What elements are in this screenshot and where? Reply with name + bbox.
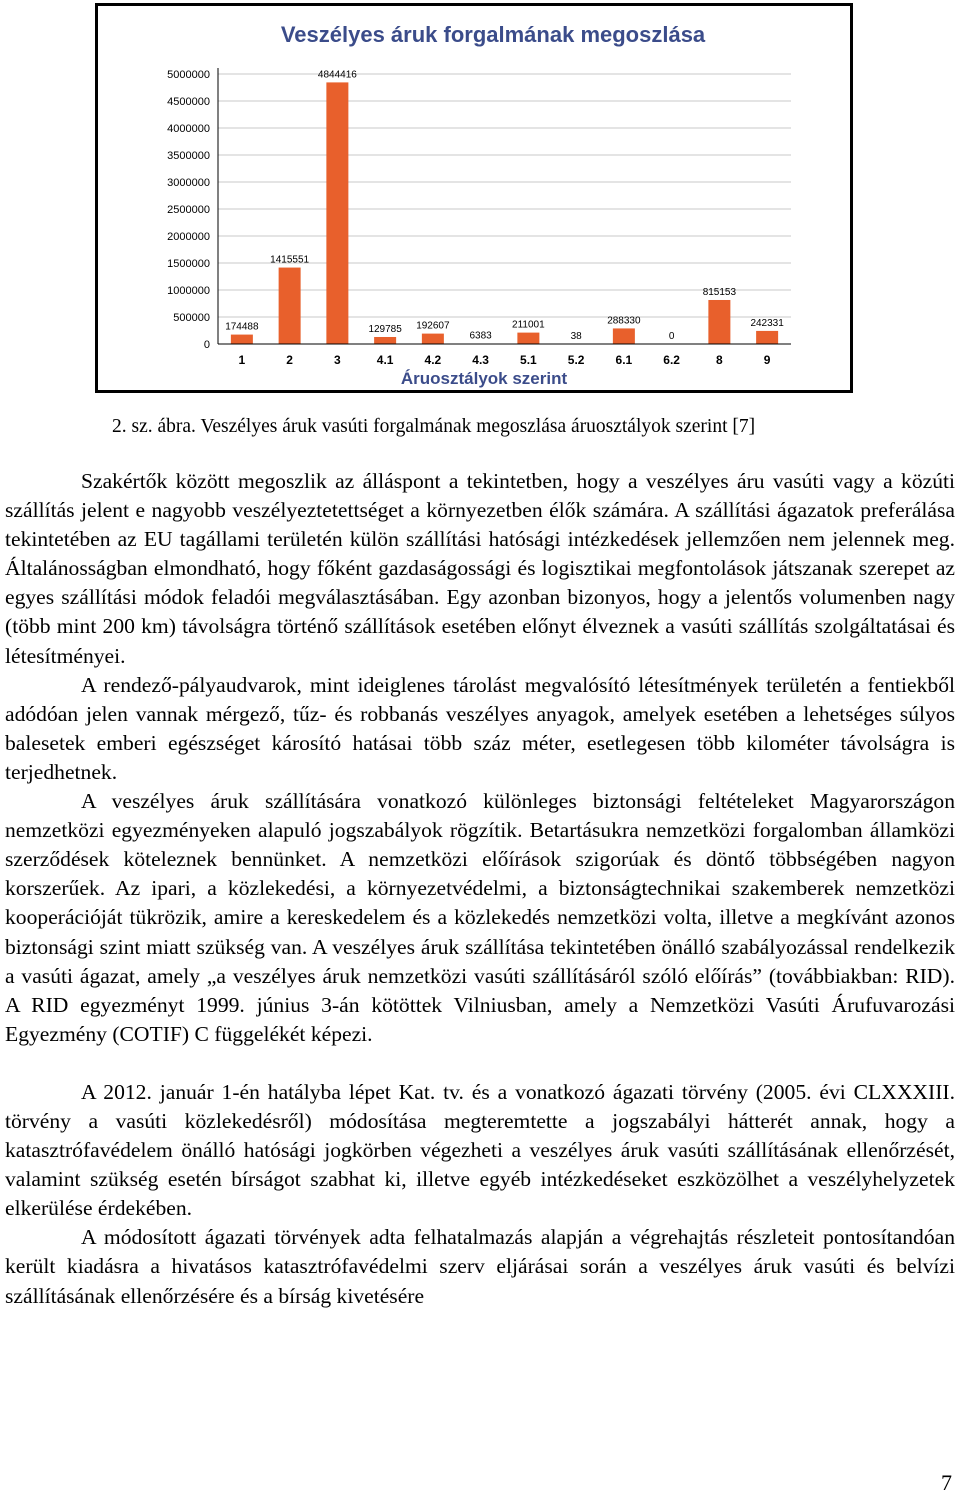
y-tick-label: 3500000 <box>167 150 210 162</box>
bar-value-label: 6383 <box>469 330 492 342</box>
bar-chart <box>98 6 850 390</box>
bar-value-label: 174488 <box>225 321 259 333</box>
bar-value-label: 192607 <box>416 320 450 332</box>
bar <box>613 328 635 344</box>
x-tick-label: 3 <box>334 353 341 367</box>
body-text <box>5 467 955 1311</box>
y-tick-label: 4500000 <box>167 96 210 108</box>
paragraph: A 2012. január 1-én hatályba lépet Kat. tv. és a vonatkozó ágazati törvény (2005. évi CLXXXIII. törvény a vasúti közlekedésről) módosítása megteremtette a jogszabályi hátterét annak, hogy a katasztrófavédelem önálló hatósági jogkörben végezheti a veszélyes áruk vasúti szállításának ellenőrzését, valamint szükség esetén bírságot szabhat ki, illetve egyéb intézkedéseket eszközölhet a veszélyhelyzetek elkerülése érdekében. <box>5 1079 955 1221</box>
x-tick-label: 6.2 <box>663 353 680 367</box>
y-tick-label: 5000000 <box>167 69 210 81</box>
y-tick-label: 2500000 <box>167 204 210 216</box>
bar <box>708 300 730 344</box>
bar-value-label: 0 <box>668 331 675 342</box>
page-number: 7 <box>941 1470 952 1495</box>
bar-value-label: 288330 <box>607 315 641 327</box>
paragraph: A veszélyes áruk szállítására vonatkozó különleges biztonsági feltételeket Magyarországon nemzetközi egyezményeken alapuló jogszabályok rögzítik. Betartásukra nemzetközi forgalomban államközi szerződések köteleznek bennünket. A nemzetközi előírások szigorúak és döntő többségében nagyon korszerűek. Az ipari, a közlekedési, a környezetvédelmi, a biztonságtechnikai szakemberek nemzetközi kooperációját tükrözik, amire a kereskedelem és a közlekedés nemzetközi volta, illetve a megkívánt azonos biztonsági szint miatt szükség van. A veszélyes áruk szállítása tekintetében önálló szabályozással rendelkezik a vasúti ágazat, amely „a veszélyes áruk nemzetközi vasúti szállításáról szóló előírás” (továbbiakban: RID). A RID egyezményt 1999. június 3-án kötöttek Vilniusban, amely a Nemzetközi Vasúti Árufuvarozási Egyezmény (COTIF) C függelékét képezi. <box>5 789 955 1046</box>
y-tick-label: 1500000 <box>167 258 210 270</box>
x-tick-label: 8 <box>716 353 723 367</box>
x-tick-label: 4.3 <box>472 353 489 367</box>
y-tick-label: 500000 <box>173 312 210 324</box>
bar <box>756 331 778 344</box>
figure-caption: 2. sz. ábra. Veszélyes áruk vasúti forgalmának megoszlása áruosztályok szerint [7] <box>112 416 756 437</box>
y-tick-label: 2000000 <box>167 231 210 243</box>
bar <box>231 335 253 344</box>
bar-value-label: 129785 <box>368 323 402 335</box>
x-axis-label: Áruosztályok szerint <box>400 369 568 388</box>
chart-figure <box>95 3 853 393</box>
bar <box>326 82 348 344</box>
bar-value-label: 815153 <box>702 286 737 298</box>
paragraph: Szakértők között megoszlik az álláspont a tekintetben, hogy a veszélyes áru vasúti vagy a közúti szállítás jelent e nagyobb veszélyeztetettséget a környezetben élők számára. A szállítási ágazatok preferálása tekintetében az EU tagállami területén külön szállítási hatósági intézkedések jellemzően nem jelennek meg. Általánosságban elmondható, hogy főként gazdaságossági és logisztikai megfontolások játszanak szerepet az egyes szállítási módok feladói megválasztásában. Egy azonban bizonyos, hogy a jelentős volumenben nagy (több mint 200 km) távolságra történő szállítások esetében előnyt élveznek a vasúti szállítás szolgáltatásai és létesítményei. <box>5 469 955 668</box>
x-tick-label: 5.1 <box>520 353 537 367</box>
bar-value-label: 242331 <box>750 317 784 329</box>
x-tick-label: 1 <box>238 353 246 367</box>
bar-value-label: 1415551 <box>270 254 310 266</box>
y-tick-label: 3000000 <box>167 177 210 189</box>
y-tick-label: 1000000 <box>167 285 210 297</box>
bar <box>517 333 539 344</box>
chart-title: Veszélyes áruk forgalmának megoszlása <box>280 22 706 47</box>
bar <box>374 337 396 344</box>
bar <box>279 268 301 344</box>
paragraph: A módosított ágazati törvények adta felhatalmazás alapján a végrehajtás részleteit pontosítandóan került kiadásra a hivatásos katasztrófavédelmi szerv eljárásai során a veszélyes áruk vasúti és belvízi szállításának ellenőrzésére és a bírság kivetésére <box>5 1225 955 1308</box>
x-tick-label: 2 <box>286 353 293 367</box>
y-tick-label: 0 <box>203 339 210 351</box>
bar <box>422 334 444 344</box>
x-tick-label: 4.2 <box>424 353 442 367</box>
x-tick-label: 6.1 <box>615 353 633 367</box>
paragraph: A rendező-pályaudvarok, mint ideiglenes tárolást megvalósító létesítmények területén a fentiekből adódóan jelen vannak mérgező, tűz- és robbanás veszélyes anyagok, amelyek esetében a lehetséges súlyos balesetek emberi egészséget károsító hatásai több száz méter, esetlegesen több kilométer távolságra is terjedhetnek. <box>5 672 955 784</box>
x-tick-label: 9 <box>763 353 771 367</box>
bar-value-label: 4844416 <box>317 69 357 81</box>
x-tick-label: 4.1 <box>376 353 394 367</box>
bar-value-label: 211001 <box>512 319 545 331</box>
y-tick-label: 4000000 <box>167 123 210 135</box>
bar-value-label: 38 <box>570 330 582 342</box>
x-tick-label: 5.2 <box>567 353 585 367</box>
